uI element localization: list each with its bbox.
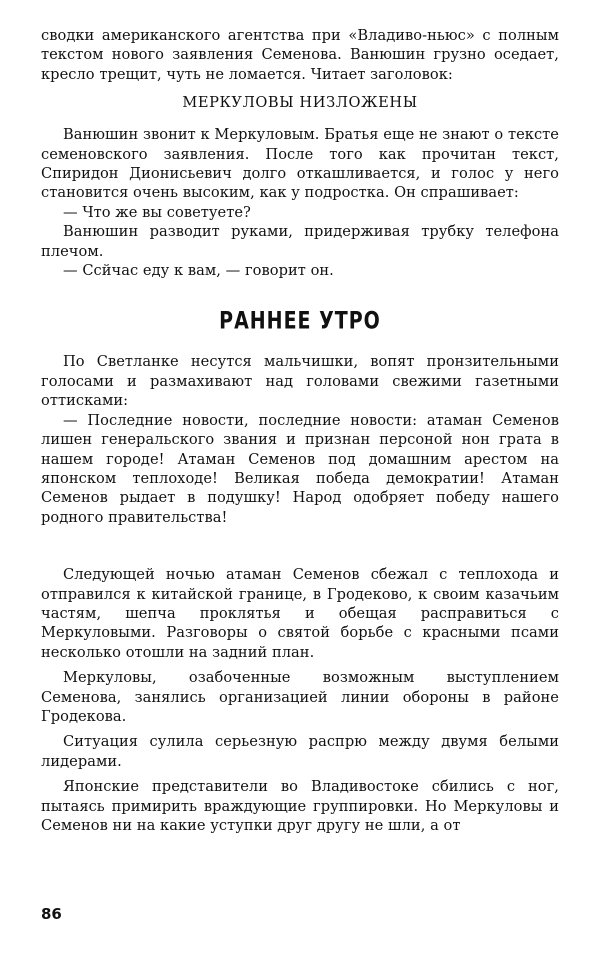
paragraph: Ванюшин разводит руками, придерживая трубку телефона плечом. <box>41 223 559 260</box>
paragraph: — Последние новости, последние новости: атаман Семенов лишен генеральского звания и признан персоной нон грата в нашем городе! Атаман Семенов под домашним арестом на японском теплоходе! Великая победа демократии! Атаман Семенов рыдает в подушку! Народ одобряет победу нашего родного правительства! <box>41 411 559 526</box>
paragraph: сводки американского агентства при «Владиво-ньюс» с полным текстом нового заявления Семенова. Ванюшин грузно оседает, кресло трещит, чуть не ломается. Читает заголовок: <box>41 27 559 83</box>
paragraph: Японские представители во Владивостоке сбились с ног, пытаясь примирить враждующие группировки. Но Меркуловы и Семенов ни на какие уступки друг другу не шли, а от <box>41 778 559 834</box>
section-break <box>41 527 559 565</box>
paragraph: Ситуация сулила серьезную распрю между двумя белыми лидерами. <box>41 733 559 770</box>
page-body <box>41 26 559 835</box>
paragraph: По Светланке несутся мальчишки, вопят пронзительными голосами и размахивают над головами свежими газетными оттисками: <box>41 353 559 410</box>
paragraph: Меркуловы, озабоченные возможным выступлением Семенова, занялись организацией линии обороны в районе Гродекова. <box>41 669 559 725</box>
paragraph: Ванюшин звонит к Меркуловым. Братья еще не знают о тексте семеновского заявления. После того как прочитан текст, Спиридон Дионисьевич долго откашливается, и голос у него становится очень высоким, как у подростка. Он спрашивает: <box>41 126 559 202</box>
subheading: МЕРКУЛОВЫ НИЗЛОЖЕНЫ <box>182 94 418 112</box>
page-number: 86 <box>41 905 62 923</box>
chapter-title: РАННЕЕ УТРО <box>219 307 381 336</box>
paragraph: Следующей ночью атаман Семенов сбежал с теплохода и отправился к китайской границе, в Гродеково, к своим казачьим частям, шепча проклятья и обещая расправиться с Меркуловыми. Разговоры о святой борьбе с красными псами несколько отошли на задний план. <box>41 566 559 661</box>
paragraph: — Что же вы советуете? <box>63 203 251 221</box>
paragraph: — Ссйчас еду к вам, — говорит он. <box>63 262 334 280</box>
